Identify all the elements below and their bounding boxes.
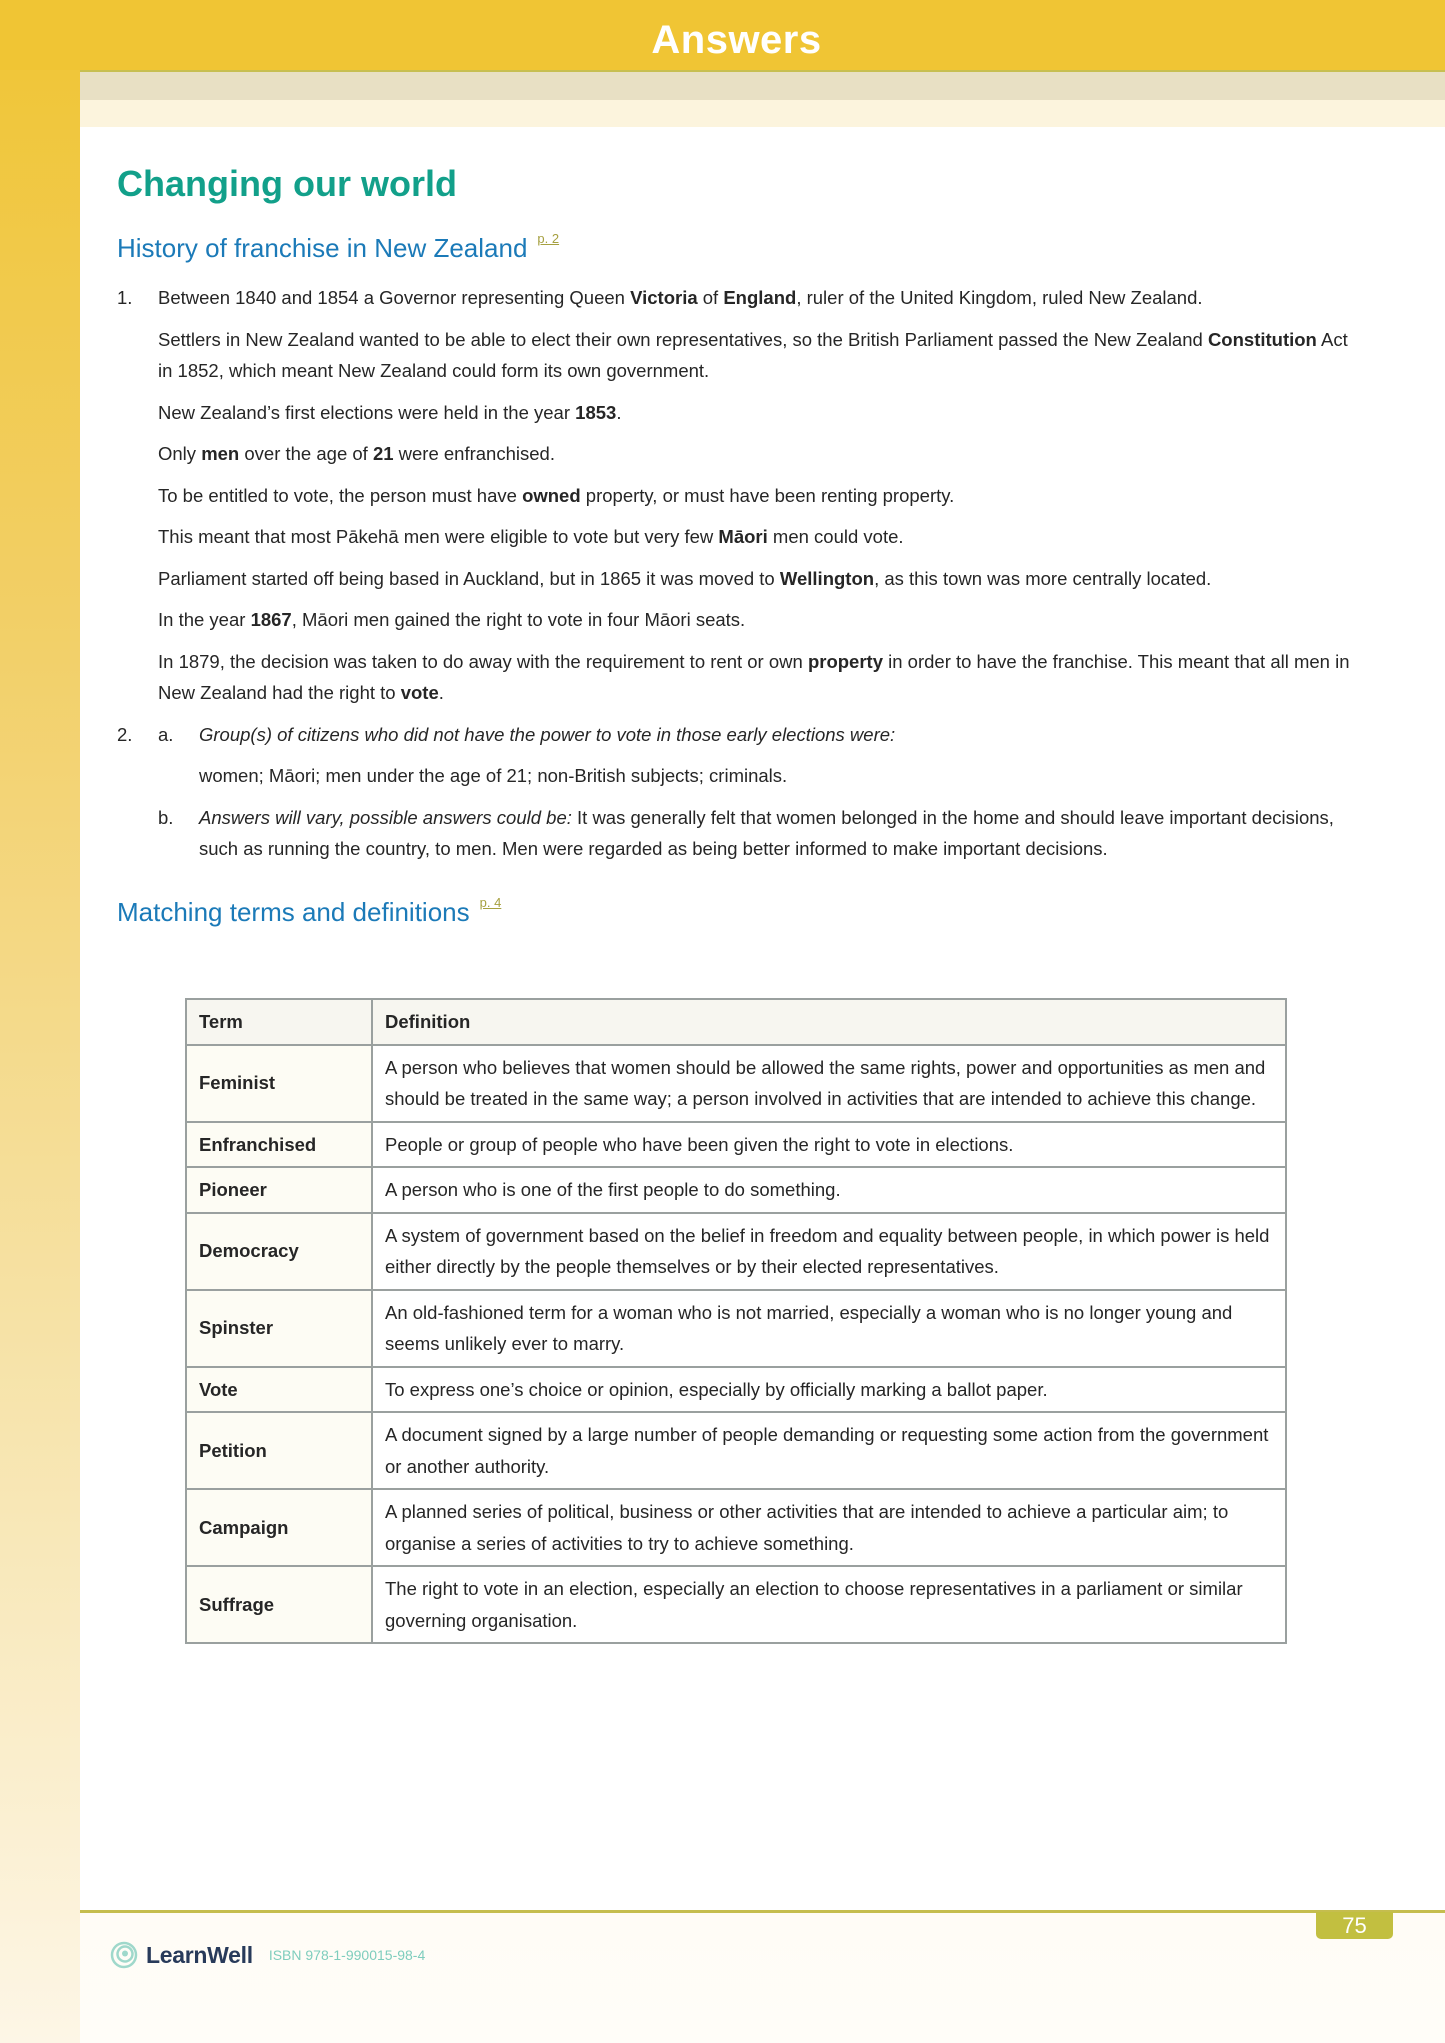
- answer-keyword: England: [723, 287, 797, 308]
- question-list: [117, 282, 1367, 865]
- table-row: [186, 1412, 1286, 1489]
- answer-text: , as this town was more centrally located.: [874, 567, 1212, 589]
- table-row: [186, 1213, 1286, 1290]
- question-2b-prompt: Answers will vary, possible answers could be:: [199, 806, 572, 828]
- answer-text: of: [697, 287, 724, 308]
- term-cell: Enfranchised: [186, 1122, 372, 1168]
- section-title-matching: [117, 895, 1367, 928]
- definition-cell: An old-fashioned term for a woman who is not married, especially a woman who is no longer young and seems unlikely ever to marry.: [372, 1290, 1286, 1367]
- page-reference-link[interactable]: p. 4: [479, 894, 502, 910]
- answer-paragraph: [158, 397, 1367, 429]
- answer-text: New Zealand’s first elections were held in the year: [158, 401, 576, 423]
- definition-cell: A person who is one of the first people to do something.: [372, 1167, 1286, 1213]
- answer-keyword: 21: [372, 443, 394, 464]
- answer-text: men could vote.: [767, 526, 904, 547]
- question-1: [117, 282, 1367, 709]
- answer-paragraph: [158, 324, 1367, 387]
- term-cell: Campaign: [186, 1489, 372, 1566]
- table-header-row: [186, 999, 1286, 1045]
- spiral-logo-icon: [110, 1941, 138, 1969]
- question-2a-answer: women; Māori; men under the age of 21; non-British subjects; criminals.: [199, 765, 788, 786]
- table-row: [186, 1290, 1286, 1367]
- sub-label: b.: [158, 806, 174, 828]
- answer-text: To be entitled to vote, the person must have: [158, 484, 523, 506]
- header-strip-light: [80, 100, 1445, 127]
- footer-divider: [80, 1910, 1445, 1913]
- column-header-definition: Definition: [372, 999, 1286, 1045]
- table-row: [186, 1566, 1286, 1643]
- table-row: [186, 1045, 1286, 1122]
- question-number: 2.: [117, 723, 133, 745]
- section-title-text: Matching terms and definitions: [117, 896, 470, 927]
- answer-text: Settlers in New Zealand wanted to be able to elect their own representatives, so the British Parliament passed the New Zealand: [158, 328, 1208, 350]
- brand-name: LearnWell: [146, 1941, 253, 1968]
- answer-text: over the age of: [239, 443, 373, 464]
- question-2a-prompt: Group(s) of citizens who did not have the power to vote in those early elections were:: [199, 723, 896, 745]
- isbn: ISBN 978-1-990015-98-4: [268, 1947, 426, 1963]
- sub-label: a.: [158, 723, 174, 745]
- answer-text: were enfranchised.: [393, 443, 555, 464]
- answer-keyword: owned: [522, 484, 581, 506]
- term-cell: Petition: [186, 1412, 372, 1489]
- question-1-answers: [158, 282, 1367, 709]
- answer-text: Parliament started off being based in Auckland, but in 1865 it was moved to: [158, 567, 780, 589]
- answer-text: In the year: [158, 609, 251, 630]
- footer-brand: [110, 1941, 425, 1969]
- question-2b: [158, 802, 1367, 865]
- definition-cell: The right to vote in an election, especially an election to choose representatives in a parliament or similar governing organisation.: [372, 1566, 1286, 1643]
- question-2: [117, 719, 1367, 865]
- definition-cell: People or group of people who have been given the right to vote in elections.: [372, 1122, 1286, 1168]
- term-cell: Vote: [186, 1367, 372, 1413]
- answer-paragraph: [158, 480, 1367, 512]
- header-title: Answers: [651, 18, 822, 62]
- page-reference-link[interactable]: p. 2: [537, 231, 560, 246]
- answer-text: In 1879, the decision was taken to do away with the requirement to rent or own: [158, 650, 808, 672]
- answer-keyword: Constitution: [1207, 328, 1317, 350]
- answer-text: .: [616, 401, 622, 423]
- header-strip: [80, 72, 1445, 100]
- answer-text: Between 1840 and 1854 a Governor representing Queen: [158, 287, 631, 308]
- definition-cell: A document signed by a large number of people demanding or requesting some action from the government or another authority.: [372, 1412, 1286, 1489]
- answer-keyword: Wellington: [779, 567, 875, 589]
- answer-text: .: [438, 682, 444, 703]
- header-bar: [0, 0, 1445, 70]
- column-header-term: Term: [186, 999, 372, 1045]
- table-row: [186, 1489, 1286, 1566]
- answer-text: , Māori men gained the right to vote in four Māori seats.: [291, 609, 746, 630]
- page-number: 75: [1316, 1912, 1393, 1939]
- answer-keyword: 1867: [250, 609, 292, 630]
- term-cell: Democracy: [186, 1213, 372, 1290]
- answer-text: Act in 1852, which meant New Zealand could form its own government.: [158, 328, 1348, 381]
- answer-text: property, or must have been renting property.: [580, 484, 955, 506]
- table-row: [186, 1167, 1286, 1213]
- section-title-text: History of franchise in New Zealand: [117, 233, 528, 263]
- section-title-franchise: [117, 231, 1367, 264]
- answer-text: , ruler of the United Kingdom, ruled New Zealand.: [796, 287, 1203, 308]
- question-2b-answer: It was generally felt that women belonged in the home and should leave important decisions, such as running the country, to men. Men were regarded as being better informed to make important decisions.: [199, 806, 1334, 859]
- definition-cell: To express one’s choice or opinion, especially by officially marking a ballot paper.: [372, 1367, 1286, 1413]
- definition-cell: A person who believes that women should be allowed the same rights, power and opportunities as men and should be treated in the same way; a person involved in activities that are intended to achieve this change.: [372, 1045, 1286, 1122]
- answer-paragraph: [158, 521, 1367, 553]
- chapter-title: Changing our world: [117, 163, 457, 204]
- answer-keyword: Victoria: [630, 287, 698, 308]
- answer-keyword: vote: [400, 682, 439, 703]
- answer-paragraph: [158, 646, 1367, 709]
- term-cell: Suffrage: [186, 1566, 372, 1643]
- answer-keyword: men: [201, 443, 240, 464]
- answer-text: This meant that most Pākehā men were eligible to vote but very few: [158, 526, 719, 547]
- answer-paragraph: [158, 563, 1367, 595]
- answer-text: in order to have the franchise. This meant that all men in New Zealand had the right to: [158, 650, 1350, 703]
- terms-table: [185, 998, 1287, 1644]
- term-cell: Pioneer: [186, 1167, 372, 1213]
- definition-cell: A planned series of political, business or other activities that are intended to achieve a particular aim; to organise a series of activities to try to achieve something.: [372, 1489, 1286, 1566]
- question-number: 1.: [117, 287, 133, 308]
- answer-text: Only: [158, 443, 202, 464]
- answer-paragraph: [158, 282, 1367, 314]
- definition-cell: A system of government based on the belief in freedom and equality between people, in which power is held either directly by the people themselves or by their elected representatives.: [372, 1213, 1286, 1290]
- content: [117, 163, 1367, 928]
- answer-paragraph: [158, 438, 1367, 470]
- answer-keyword: Māori: [718, 526, 768, 547]
- question-2a: [158, 719, 1367, 792]
- table-row: [186, 1122, 1286, 1168]
- answer-keyword: 1853: [575, 401, 617, 423]
- left-decorative-band: [0, 0, 80, 2043]
- answer-paragraph: [158, 604, 1367, 636]
- term-cell: Feminist: [186, 1045, 372, 1122]
- answer-keyword: property: [807, 650, 883, 672]
- table-row: [186, 1367, 1286, 1413]
- term-cell: Spinster: [186, 1290, 372, 1367]
